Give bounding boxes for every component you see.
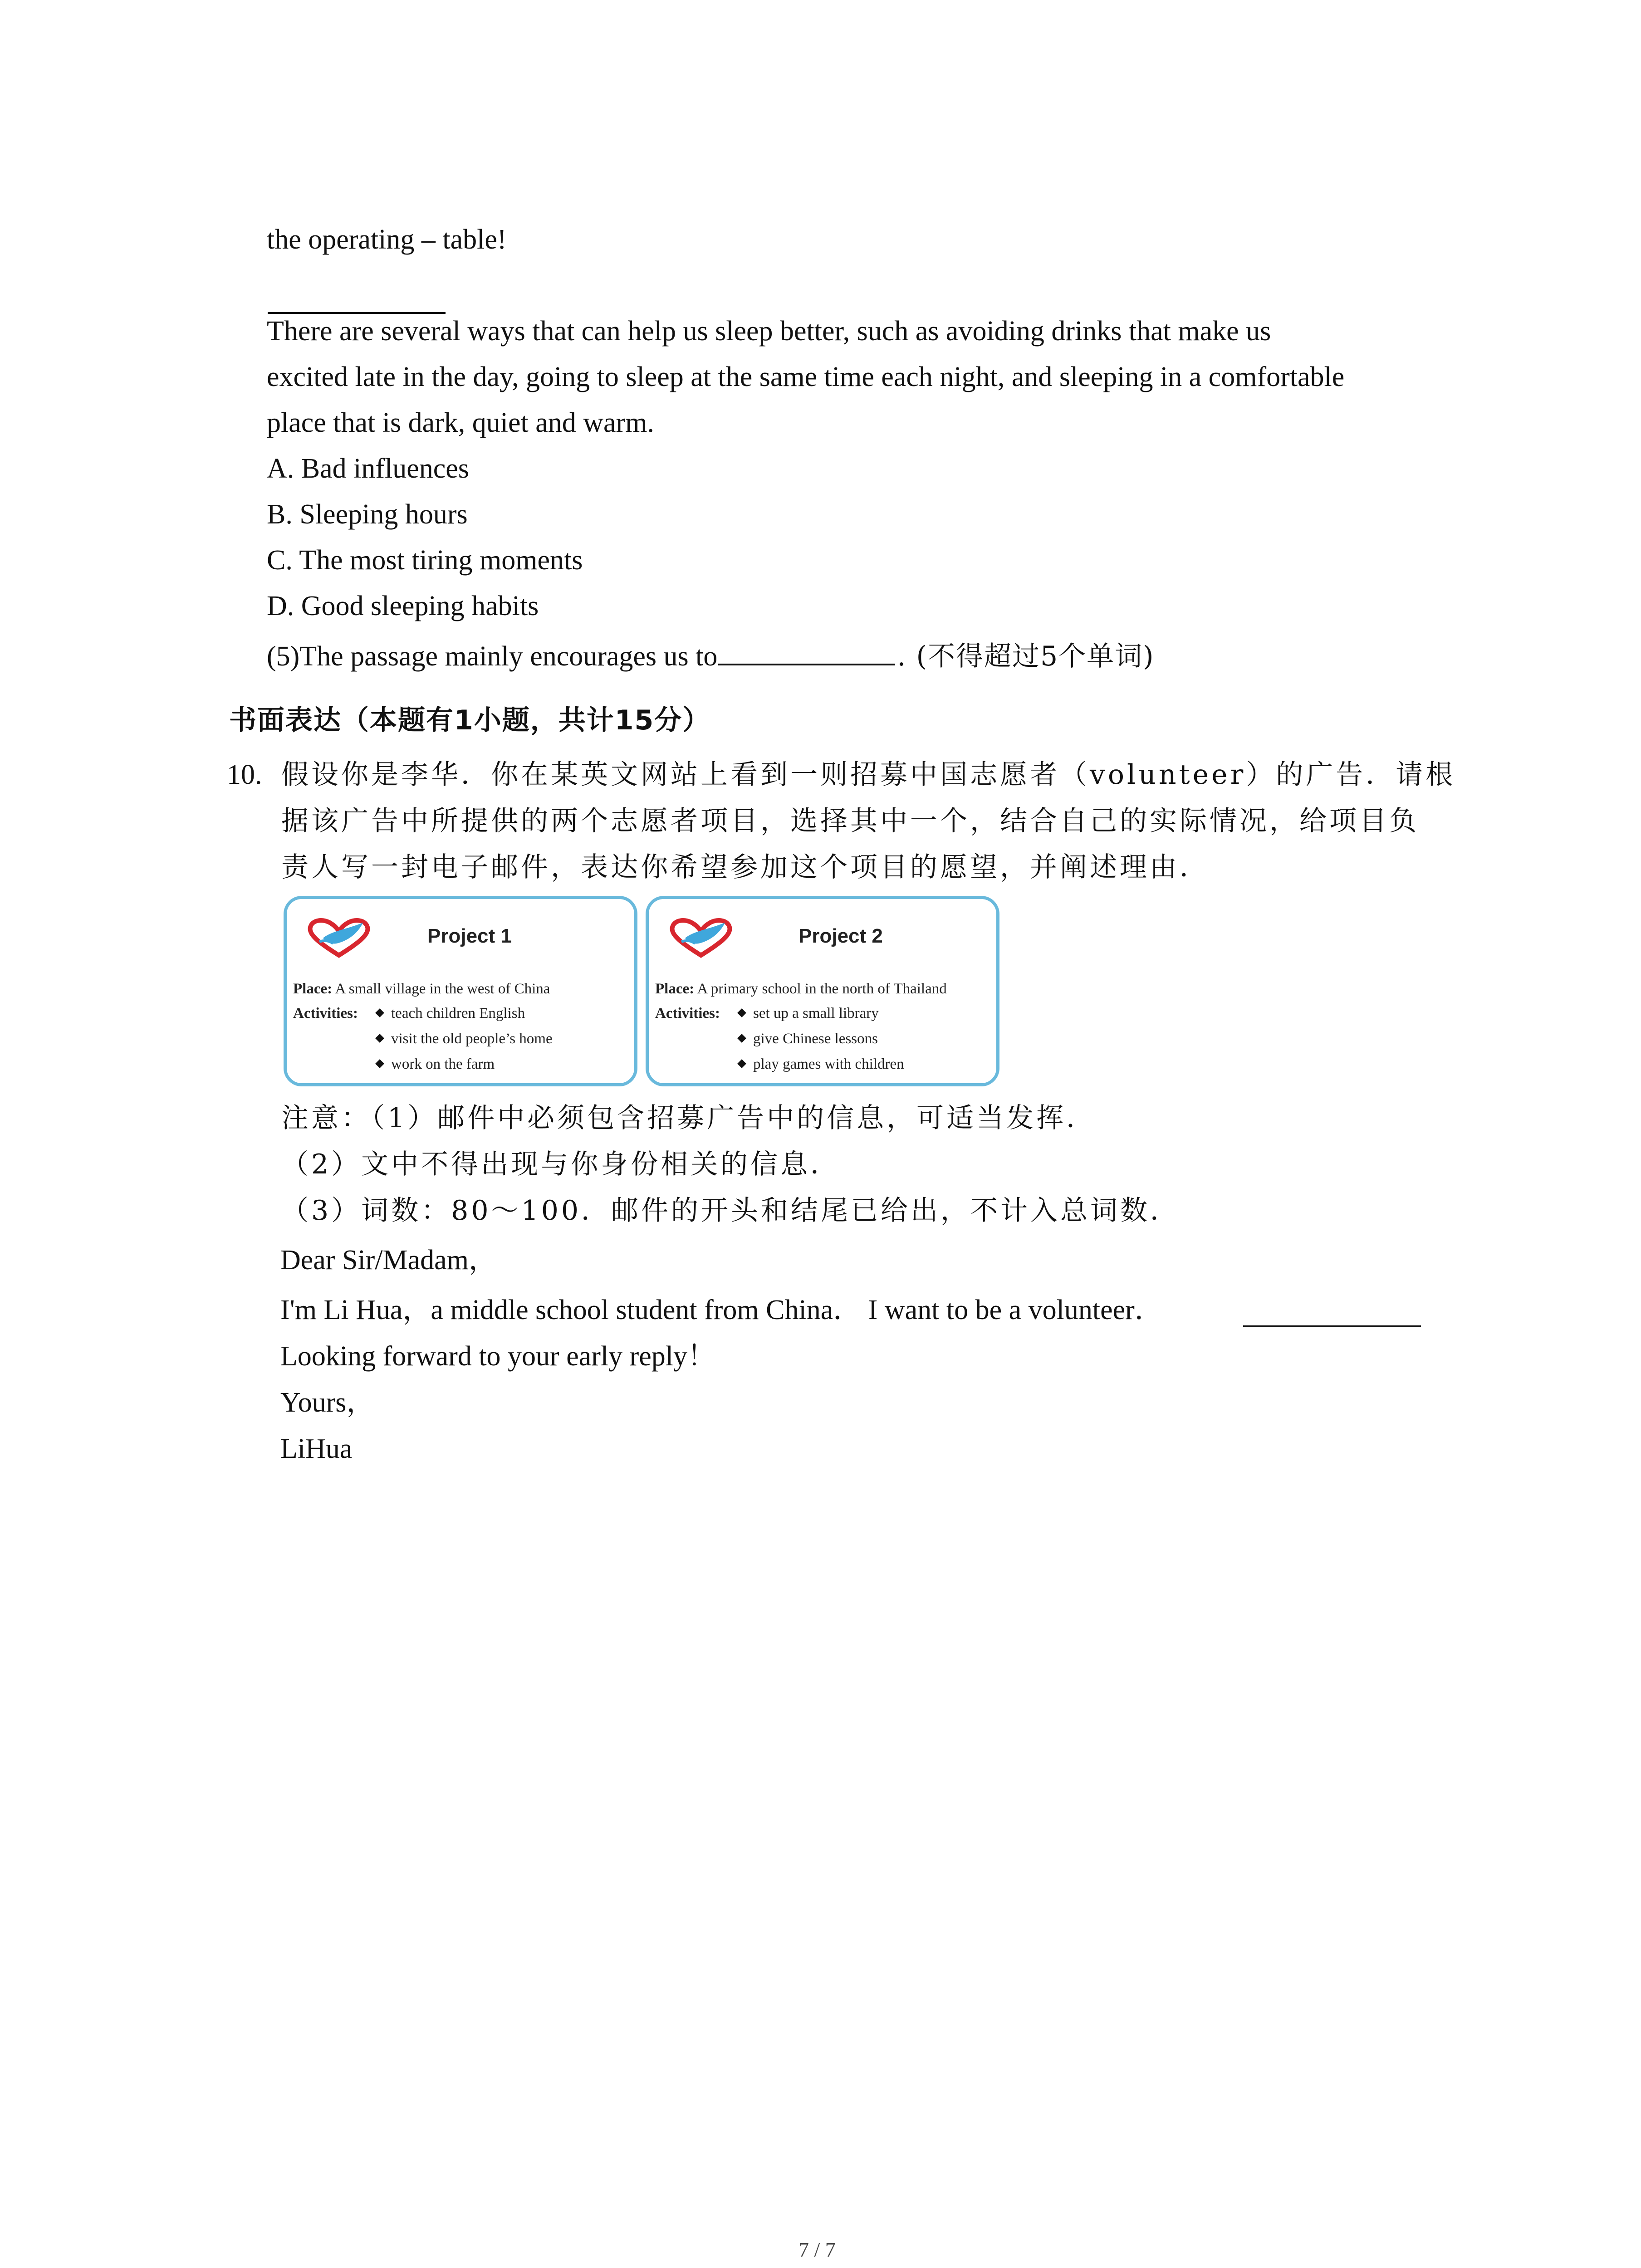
- project-2-activity-1: set up a small library: [739, 1004, 879, 1022]
- question-10-prompt-line-1: 假设你是李华．你在某英文网站上看到一则招募中国志愿者（volunteer）的广告．请根: [281, 759, 1456, 791]
- question-5-prefix: (5)The passage mainly encourages us to: [267, 641, 718, 672]
- passage-line-end: the operating – table!: [267, 224, 507, 255]
- note-line-2: （2）文中不得出现与你身份相关的信息．: [281, 1149, 841, 1180]
- project-2-activity-2: give Chinese lessons: [739, 1030, 878, 1048]
- letter-opening: I'm Li Hua，a middle school student from China． I want to be a volunteer．: [280, 1295, 1163, 1325]
- project-2-place-value: A primary school in the north of Thailand: [697, 981, 947, 997]
- note-line-3: （3）词数：80～100．邮件的开头和结尾已给出，不计入总词数．: [281, 1195, 1181, 1227]
- question-10-prompt-line-3: 责人写一封电子邮件，表达你希望参加这个项目的愿望，并阐述理由．: [281, 851, 1210, 883]
- project-2-place: [655, 980, 947, 998]
- project-1-title: Project 1: [427, 925, 512, 947]
- project-2-place-label: Place:: [655, 981, 695, 997]
- question-5-suffix: . (不得超过5个单词): [897, 640, 1155, 672]
- diamond-bullet-icon: [737, 1009, 746, 1018]
- volunteer-heart-logo-icon: [305, 917, 373, 958]
- diamond-bullet-icon: [375, 1034, 384, 1043]
- letter-greeting: Dear Sir/Madam，: [280, 1245, 497, 1276]
- letter-signoff: Yours，: [280, 1387, 375, 1418]
- option-c: C. The most tiring moments: [267, 545, 583, 576]
- volunteer-heart-logo-icon: [667, 917, 735, 958]
- passage-paragraph-line-2: excited late in the day, going to sleep at the same time each night, and sleeping in a comfortable: [267, 362, 1345, 392]
- letter-answer-blank[interactable]: [1243, 1325, 1421, 1327]
- question-5: [267, 637, 1155, 675]
- section-heading: 书面表达（本题有1小题，共计15分）: [229, 704, 711, 736]
- project-card-1: [284, 896, 637, 1086]
- question-5-answer-blank[interactable]: [718, 637, 895, 665]
- project-1-place: [293, 980, 550, 998]
- diamond-bullet-icon: [375, 1060, 384, 1069]
- project-2-activity-3: play games with children: [739, 1055, 904, 1073]
- project-1-activity-2: visit the old people’s home: [377, 1030, 553, 1048]
- letter-closing: Looking forward to your early reply！: [280, 1341, 716, 1372]
- diamond-bullet-icon: [737, 1034, 746, 1043]
- project-1-activities-label: Activities:: [293, 1005, 358, 1022]
- project-2-activities-label: Activities:: [655, 1005, 720, 1022]
- project-1-activity-3: work on the farm: [377, 1055, 495, 1073]
- option-d: D. Good sleeping habits: [267, 591, 539, 621]
- page-number: 7 / 7: [798, 2238, 836, 2261]
- project-1-place-value: A small village in the west of China: [335, 981, 550, 997]
- project-2-title: Project 2: [798, 925, 883, 947]
- question-10-prompt-line-2: 据该广告中所提供的两个志愿者项目，选择其中一个，结合自己的实际情况，给项目负: [281, 805, 1419, 837]
- passage-paragraph-line-1: There are several ways that can help us sleep better, such as avoiding drinks that make us: [267, 316, 1271, 347]
- project-1-activity-1: teach children English: [377, 1004, 525, 1022]
- diamond-bullet-icon: [737, 1060, 746, 1069]
- note-line-1: 注意：（1）邮件中必须包含招募广告中的信息，可适当发挥．: [281, 1102, 1097, 1134]
- option-b: B. Sleeping hours: [267, 499, 468, 530]
- diamond-bullet-icon: [375, 1009, 384, 1018]
- option-a: A. Bad influences: [267, 453, 469, 484]
- letter-name: LiHua: [280, 1433, 353, 1464]
- passage-paragraph-line-3: place that is dark, quiet and warm.: [267, 407, 654, 438]
- question-10-number: 10.: [227, 759, 262, 790]
- project-1-place-label: Place:: [293, 981, 333, 997]
- project-card-2: [646, 896, 999, 1086]
